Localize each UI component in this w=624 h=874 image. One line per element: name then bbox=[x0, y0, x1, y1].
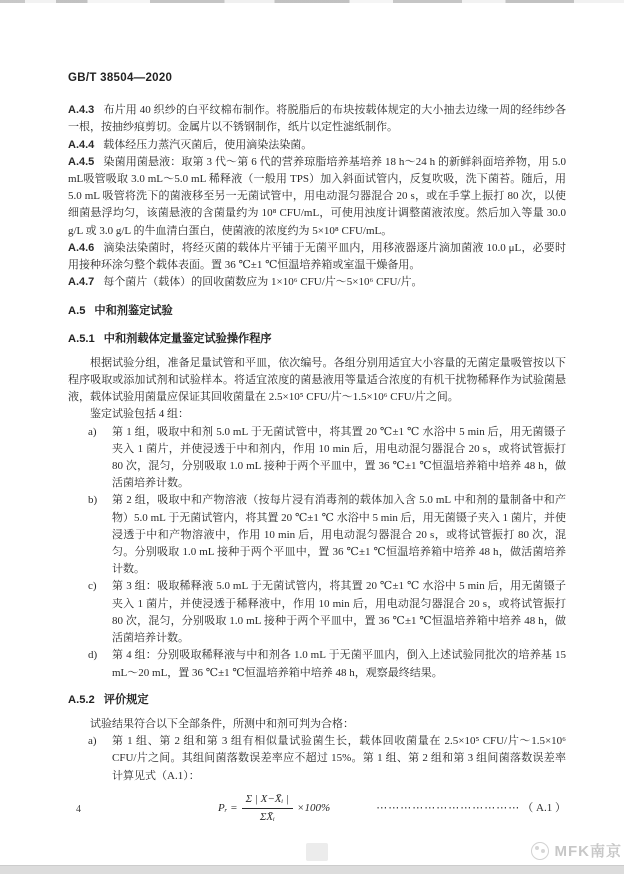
section-heading-a5 bbox=[68, 303, 566, 320]
clause-text: 滴染法染菌时，将经灭菌的载体片平铺于无菌平皿内，用移液器逐片滴加菌液 10.0 μL，必要时用接种环涂匀整个载体表面。置 36 ℃±1 ℃恒温培养箱或室温干燥备用。 bbox=[68, 241, 566, 272]
formula-denominator: ΣX̄ᵢ bbox=[259, 810, 275, 823]
list-item-text: 第 3 组：吸取稀释液 5.0 mL 于无菌试管内，将其置 20 ℃±1 ℃ 水浴中 5 min 后，用无菌镊子夹入 1 菌片，并使浸透于稀释液中，作用 10 min 后，用电动混匀器混合 20 s，或将试管振打 80 次，混匀，分别吸取 1.0 mL 接种于两个平皿中，置 36 ℃±1 ℃恒温培养箱中培养 48 h，做活菌培养计数。 bbox=[112, 580, 566, 645]
clause-a445 bbox=[68, 154, 566, 240]
formula-math bbox=[218, 792, 330, 825]
clause-a443 bbox=[68, 102, 566, 136]
clause-a447 bbox=[68, 274, 566, 291]
clause-label: A.4.7 bbox=[68, 276, 95, 289]
clause-label: A.4.5 bbox=[68, 155, 95, 168]
subsection-title: 评价规定 bbox=[103, 693, 149, 706]
list-item-eval-a bbox=[88, 733, 566, 785]
formula-leader-dots: ⋯⋯⋯⋯⋯⋯⋯⋯⋯⋯⋯⋯ bbox=[376, 801, 521, 814]
formula-fraction bbox=[242, 792, 293, 825]
paragraph-a51-groups-lead: 鉴定试验包括 4 组： bbox=[90, 408, 189, 421]
list-marker: c) bbox=[88, 580, 97, 593]
watermark-logo-icon bbox=[531, 842, 549, 860]
formula-equation-number: （ A.1 ） bbox=[522, 801, 566, 814]
watermark bbox=[531, 840, 623, 861]
subsection-number: A.5.2 bbox=[68, 693, 95, 706]
paragraph-a51-intro: 根据试验分组，准备足量试管和平皿，依次编号。各组分别用适宜大小容量的无菌定量吸管按以下程序吸取或添加试剂和试验样本。将适宜浓度的菌悬液用等量适合浓度的有机干扰物稀释作为试验菌悬液，载体试验用菌量应保证其回收菌量在 2.5×10⁵ CFU/片～1.5×10⁶ CFU/片之间。 bbox=[68, 356, 566, 404]
formula-lhs: Pᵣ = bbox=[218, 801, 238, 814]
list-item-text: 第 1 组、第 2 组和第 3 组有相似量试验菌生长，载体回收菌量在 2.5×10⁵ CFU/片～1.5×10⁶ CFU/片之间。其组间菌落数误差率应不超过 15%。第 1 组、第 2 组和第 3 组间菌落数误差率计算见式（A.1）： bbox=[112, 735, 566, 782]
clause-label: A.4.6 bbox=[68, 241, 95, 254]
formula-a1 bbox=[68, 792, 566, 825]
page-number: 4 bbox=[76, 804, 81, 815]
scan-top-edge bbox=[0, 0, 624, 3]
clause-text: 载体经压力蒸汽灭菌后，使用滴染法染菌。 bbox=[103, 138, 313, 151]
paragraph-a52-intro: 试验结果符合以下全部条件，所测中和剂可判为合格： bbox=[90, 717, 354, 730]
clause-text: 每个菌片（载体）的回收菌数应为 1×10⁶ CFU/片～5×10⁶ CFU/片。 bbox=[103, 276, 423, 289]
list-item-group1 bbox=[88, 424, 566, 493]
subsection-heading-a52 bbox=[68, 692, 566, 709]
list-item-group3 bbox=[88, 578, 566, 647]
section-title: 中和剂鉴定试验 bbox=[94, 305, 173, 318]
list-item-group4 bbox=[88, 647, 566, 681]
section-number: A.5 bbox=[68, 305, 86, 318]
list-marker: a) bbox=[88, 735, 97, 748]
clause-a444 bbox=[68, 137, 566, 154]
clause-a446 bbox=[68, 240, 566, 274]
list-marker: b) bbox=[88, 494, 98, 507]
list-marker: a) bbox=[88, 425, 97, 438]
clause-label: A.4.4 bbox=[68, 138, 95, 151]
clause-text: 布片用 40 织纱的白平纹棉布制作。将脱脂后的布块按载体规定的大小抽去边缘一周的经纬纱各一根，按抽纱痕剪切。金属片以不锈钢制作，纸片以定性滤纸制作。 bbox=[68, 104, 566, 134]
clause-text: 染菌用菌悬液：取第 3 代～第 6 代的营养琼脂培养基培养 18 h～24 h 的新鲜斜面培养物，用 5.0 mL吸管吸取 3.0 mL～5.0 mL 稀释液（一般用 TPS）加入斜面试管内，反复吹吸，洗下菌苔。随后，用 5.0 mL 吸管将洗下的菌液移至另一无菌试管中，用电动混匀器混合 20 s，或在手掌上振打 80 次，以使细菌悬浮均匀，该菌悬液的含菌量约为 10⁸ CFU/mL，可使用浊度计调整菌液浓度。然后加入等量 30.0 g/L 或 3.0 g/L 的牛血清白蛋白，使菌液的浓度约为 5×10⁸ CFU/mL。 bbox=[68, 155, 566, 237]
formula-numerator: Σ | X−X̄ᵢ | bbox=[242, 792, 293, 809]
page-content bbox=[68, 70, 566, 825]
subsection-heading-a51 bbox=[68, 331, 566, 348]
watermark-text: MFK南京 bbox=[554, 843, 622, 860]
subsection-number: A.5.1 bbox=[68, 332, 95, 345]
scan-bottom-edge bbox=[0, 865, 624, 874]
clause-label: A.4.3 bbox=[68, 104, 95, 117]
list-marker: d) bbox=[88, 649, 98, 662]
list-item-group2 bbox=[88, 492, 566, 578]
list-item-text: 第 4 组：分别吸取稀释液与中和剂各 1.0 mL 于无菌平皿内，倒入上述试验同批次的培养基 15 mL～20 mL，置 36 ℃±1 ℃恒温培养箱中培养 48 h，观察最终结果。 bbox=[112, 649, 566, 679]
scan-smudge bbox=[306, 843, 328, 861]
list-item-text: 第 1 组，吸取中和剂 5.0 mL 于无菌试管中，将其置 20 ℃±1 ℃ 水浴中 5 min 后，用无菌镊子夹入 1 菌片，并使浸透于中和剂内，作用 10 min 后，用电动混匀器混合 20 s，或将试管振打 80 次，混匀，分别吸取 1.0 mL 接种于两个平皿中，置 36 ℃±1 ℃恒温培养箱中培养 48 h，做活菌培养计数。 bbox=[112, 425, 566, 490]
subsection-title: 中和剂载体定量鉴定试验操作程序 bbox=[103, 332, 272, 345]
doc-number: GB/T 38504—2020 bbox=[68, 72, 173, 84]
list-item-text: 第 2 组，吸取中和产物溶液（按每片浸有消毒剂的载体加入含 5.0 mL 中和剂的量制备中和产物）5.0 mL 于无菌试管内，将其置 20 ℃±1 ℃ 水浴中 5 min 后，用无菌镊子夹入 1 菌片，并使浸透于中和产物溶液中，作用 10 min 后，用电动混匀器混合 20 s，或将试管振打 80 次，混匀。分别吸取 1.0 mL 接种于两个平皿中，置 36 ℃±1 ℃恒温培养箱中培养 48 h，做活菌培养计数。 bbox=[112, 494, 566, 576]
formula-suffix: ×100% bbox=[297, 801, 331, 814]
